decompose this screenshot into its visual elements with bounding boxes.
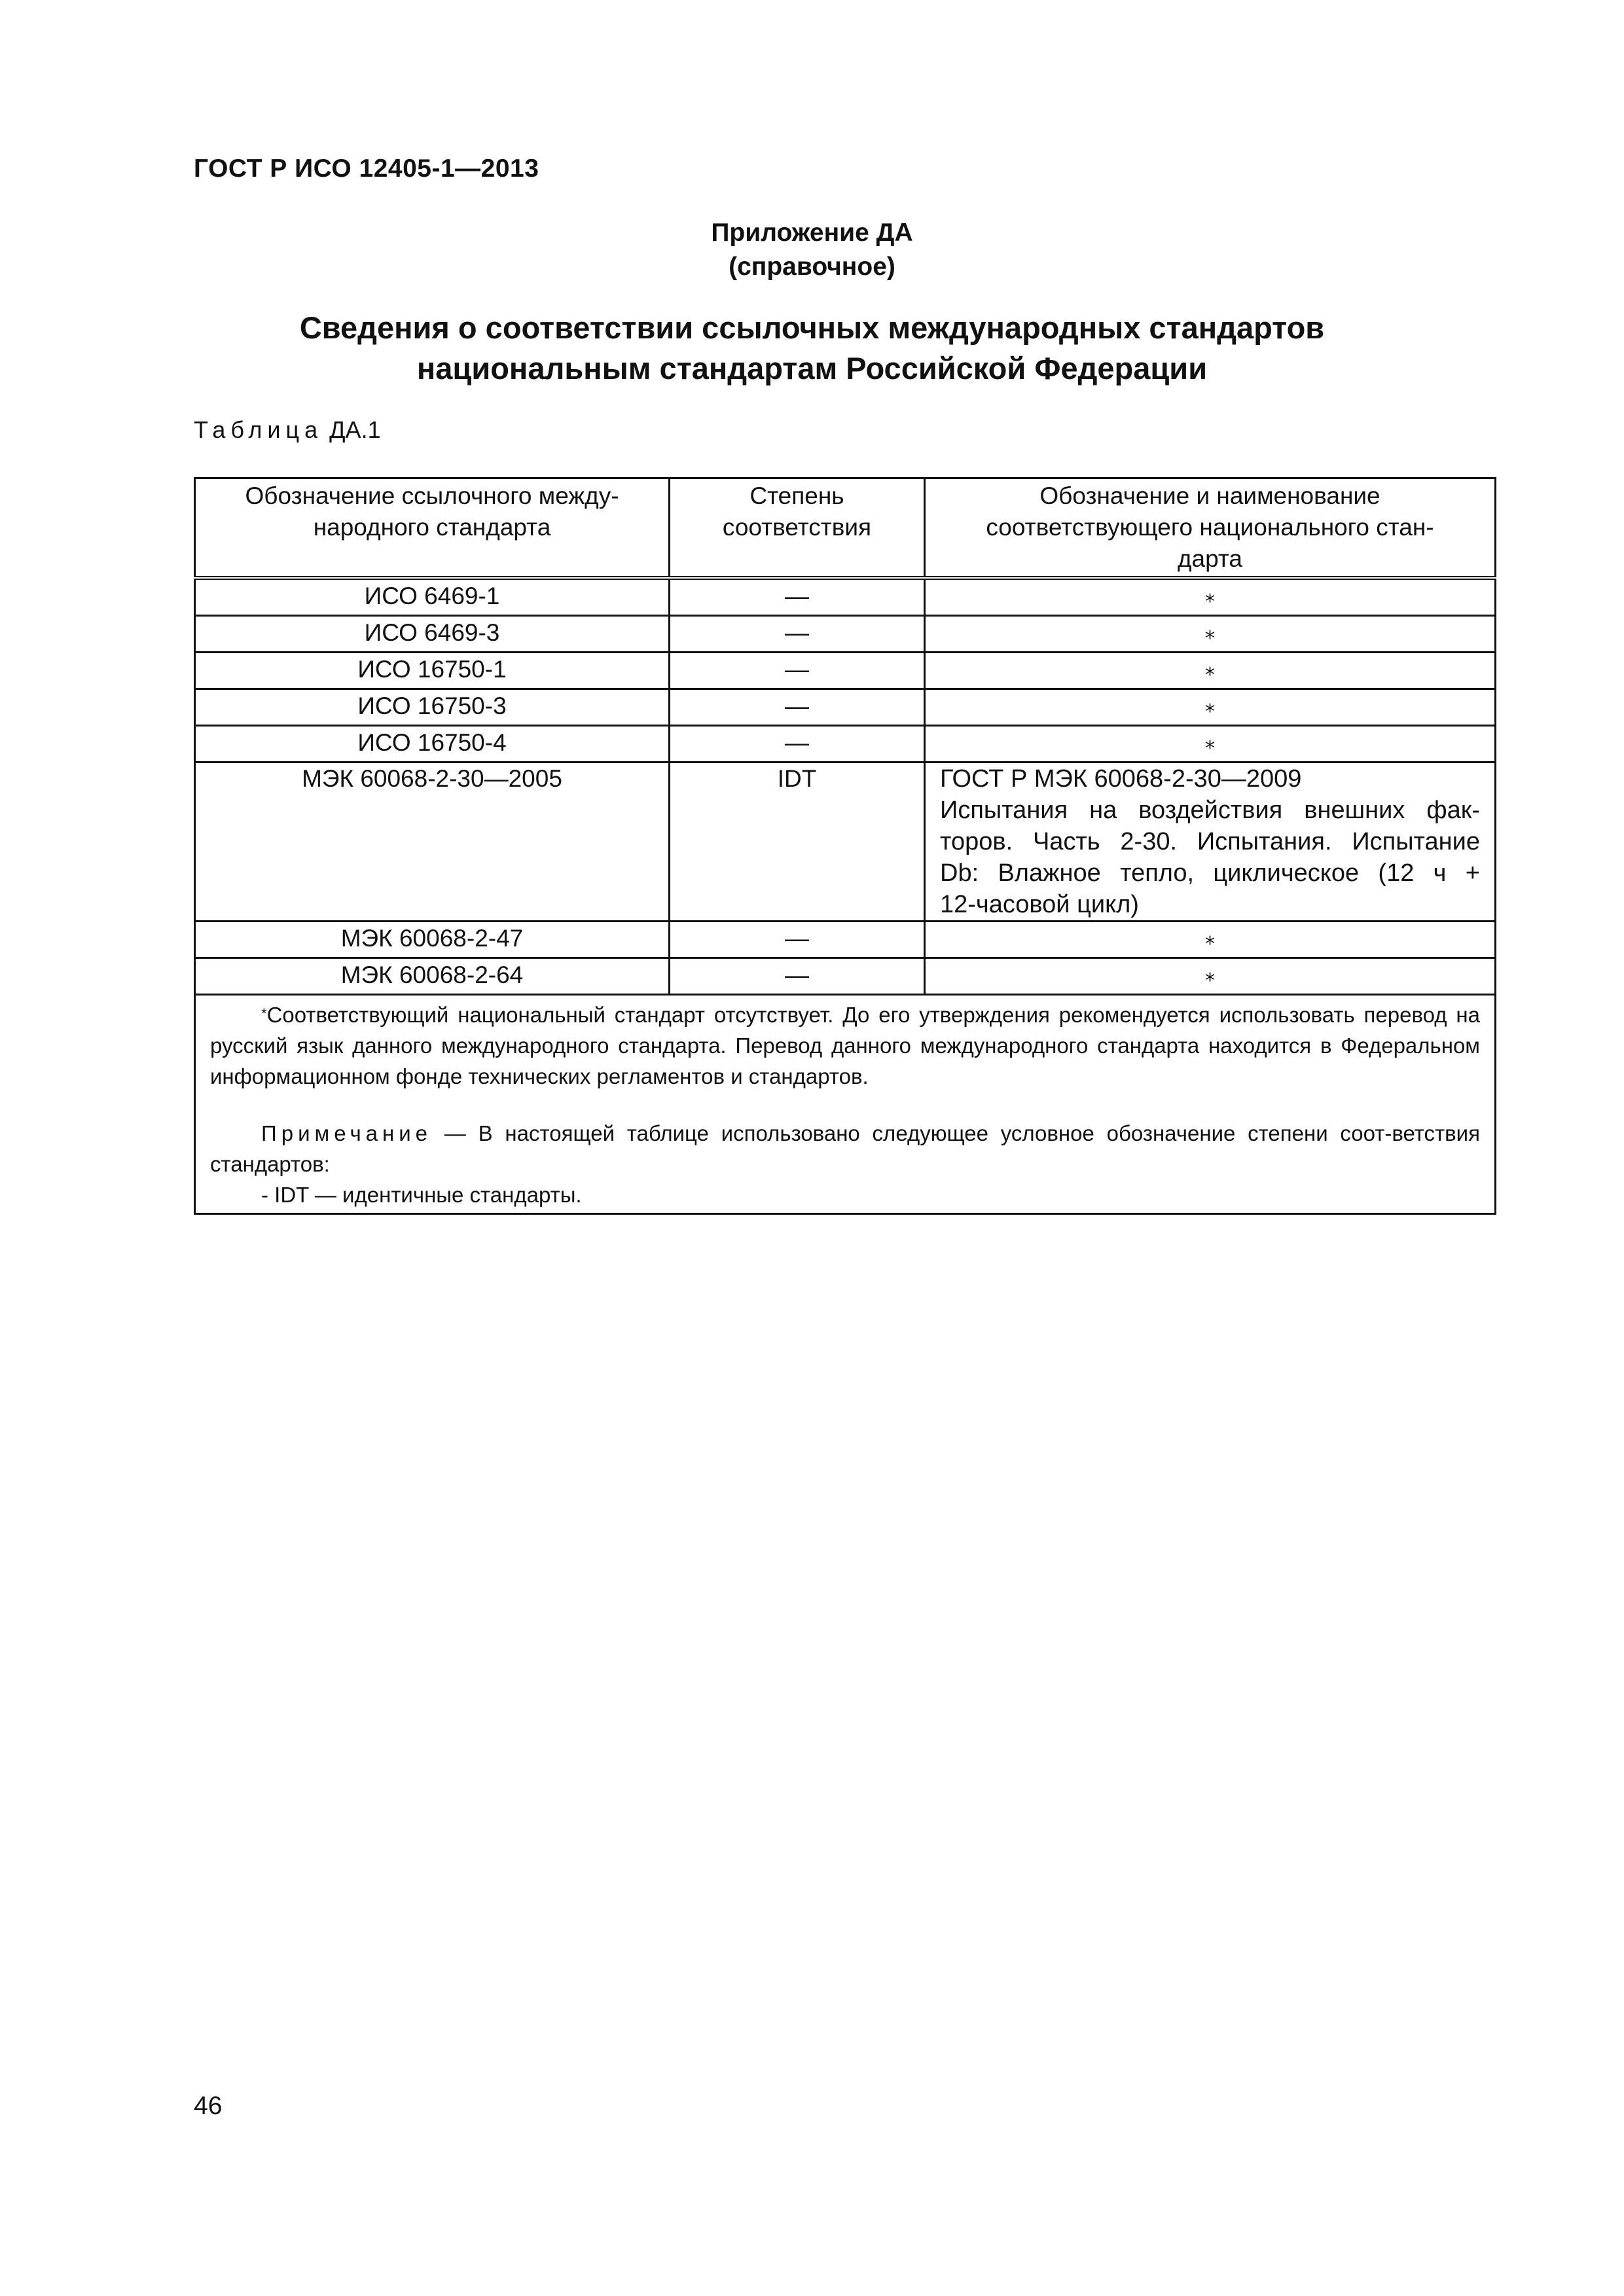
- national-standard-name-line: Испытания на воздействия внешних фак-: [940, 797, 1480, 824]
- cell-designation: МЭК 60068-2-47: [195, 922, 670, 958]
- asterisk-mark: *: [1205, 969, 1215, 992]
- note-list-item: - IDT — идентичные стандарты.: [261, 1183, 582, 1207]
- cell-designation: ИСО 6469-1: [195, 578, 670, 616]
- cell-national: [925, 689, 1496, 726]
- footnote-mark: *: [261, 1005, 267, 1022]
- cell-degree: —: [670, 958, 925, 995]
- header-national: [925, 478, 1496, 579]
- header-designation: [195, 478, 670, 579]
- asterisk-mark: *: [1205, 700, 1215, 723]
- cell-degree: —: [670, 922, 925, 958]
- appendix-heading: [0, 216, 1624, 284]
- cell-degree: —: [670, 726, 925, 762]
- cell-national: [925, 762, 1496, 922]
- asterisk-mark: *: [1205, 664, 1215, 687]
- cell-degree: —: [670, 653, 925, 689]
- note-body: — В настоящей таблице использовано следующее условное обозначение степени соот-ветствия стандартов:: [210, 1121, 1480, 1176]
- footnote-text: [210, 999, 1480, 1092]
- national-standard-code: ГОСТ Р МЭК 60068-2-30—2009: [940, 765, 1302, 793]
- header-designation-line-2: народного стандарта: [313, 514, 551, 541]
- header-degree-line-1: Степень: [749, 482, 844, 509]
- table-footnote: [195, 995, 1496, 1214]
- cell-degree: IDT: [670, 762, 925, 922]
- cell-designation: ИСО 16750-1: [195, 653, 670, 689]
- header-degree: [670, 478, 925, 579]
- title-line-2: национальным стандартам Российской Федерации: [416, 351, 1208, 386]
- asterisk-mark: *: [1205, 933, 1215, 956]
- cell-designation: МЭК 60068-2-30—2005: [195, 762, 670, 922]
- national-standard-name-line: 12-часовой цикл): [940, 891, 1139, 918]
- table-note: [210, 1118, 1480, 1179]
- title-line-1: Сведения о соответствии ссылочных международных стандартов: [299, 310, 1325, 345]
- table-caption-word: Таблица: [194, 416, 323, 443]
- header-degree-line-2: соответствия: [722, 514, 872, 541]
- cell-designation: ИСО 6469-3: [195, 616, 670, 653]
- table-row: [195, 653, 1496, 689]
- asterisk-mark: *: [1205, 737, 1215, 760]
- header-national-line-1: Обозначение и наименование: [1039, 482, 1380, 509]
- table-caption-number: ДА.1: [329, 416, 381, 443]
- correspondence-table: [194, 477, 1496, 1215]
- appendix-type: (справочное): [729, 253, 895, 281]
- asterisk-mark: *: [1205, 627, 1215, 650]
- table-caption: [194, 416, 381, 444]
- table-row: [195, 689, 1496, 726]
- table-row: [195, 726, 1496, 762]
- table-row: [195, 922, 1496, 958]
- cell-degree: —: [670, 578, 925, 616]
- cell-national: [925, 578, 1496, 616]
- cell-degree: —: [670, 616, 925, 653]
- cell-designation: МЭК 60068-2-64: [195, 958, 670, 995]
- national-standard-name-line: торов. Часть 2-30. Испытания. Испытание: [940, 828, 1480, 855]
- table-footnote-row: [195, 995, 1496, 1214]
- header-designation-line-1: Обозначение ссылочного между-: [245, 482, 619, 509]
- page-number: 46: [194, 2092, 223, 2120]
- cell-designation: ИСО 16750-4: [195, 726, 670, 762]
- document-code: ГОСТ Р ИСО 12405-1—2013: [194, 154, 539, 183]
- header-national-line-3: дарта: [1177, 545, 1243, 572]
- table-row: [195, 762, 1496, 922]
- cell-national: [925, 726, 1496, 762]
- asterisk-mark: *: [1205, 590, 1215, 613]
- table-header-row: [195, 478, 1496, 579]
- national-standard-name-line: Db: Влажное тепло, циклическое (12 ч +: [940, 859, 1480, 887]
- appendix-title: [0, 308, 1624, 389]
- cell-national: [925, 922, 1496, 958]
- table-row: [195, 958, 1496, 995]
- footnote-body: Соответствующий национальный стандарт отсутствует. До его утверждения рекомендуется использовать перевод на русский язык данного международного стандарта. Перевод данного международного стандарта находится в Федеральном информационном фонде технических регламентов и стандартов.: [210, 1003, 1480, 1088]
- appendix-label: Приложение ДА: [711, 219, 913, 247]
- note-label: Примечание: [261, 1121, 433, 1145]
- cell-national: [925, 653, 1496, 689]
- table-row: [195, 578, 1496, 616]
- cell-degree: —: [670, 689, 925, 726]
- cell-national: [925, 958, 1496, 995]
- cell-national: [925, 616, 1496, 653]
- table-row: [195, 616, 1496, 653]
- header-national-line-2: соответствующего национального стан-: [986, 514, 1434, 541]
- cell-designation: ИСО 16750-3: [195, 689, 670, 726]
